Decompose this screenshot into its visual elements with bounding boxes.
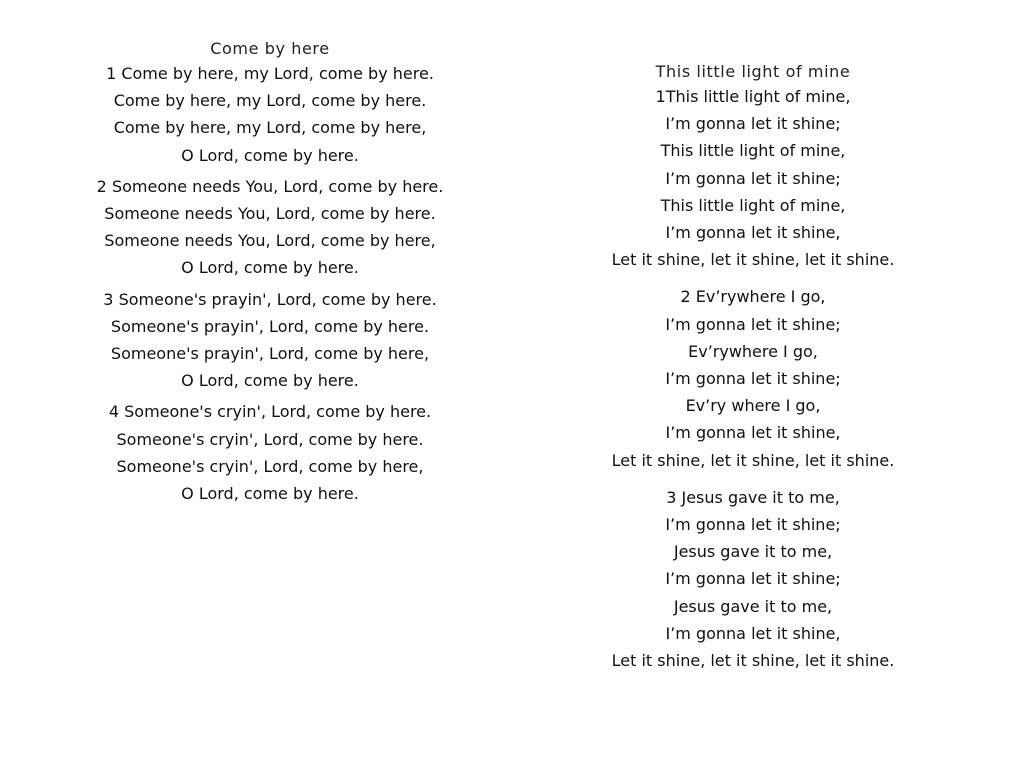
lyric-line: This little light of mine, — [660, 141, 846, 161]
lyric-line: 4 Someone's cryin', Lord, come by here. — [108, 402, 432, 422]
lyric-line: Jesus gave it to me, — [673, 542, 833, 562]
verse — [553, 283, 953, 473]
lyric-line: Someone's prayin', Lord, come by here. — [110, 316, 430, 336]
lyric-line: Come by here, my Lord, come by here. — [113, 91, 427, 111]
lyric-line: 1 Come by here, my Lord, come by here. — [106, 64, 434, 83]
lyric-line: I’m gonna let it shine; — [665, 369, 841, 389]
lyric-line: Let it shine, let it shine, let it shine. — [611, 250, 895, 270]
lyric-line: Someone needs You, Lord, come by here. — [104, 204, 436, 224]
lyric-line: Ev’ry where I go, — [685, 396, 821, 416]
lyric-line: I’m gonna let it shine; — [665, 168, 841, 188]
lyric-line: 2 Ev’rywhere I go, — [680, 287, 826, 307]
lyric-line: 1This little light of mine, — [655, 87, 851, 106]
lyric-line: Someone needs You, Lord, come by here, — [104, 231, 436, 251]
lyric-line: I’m gonna let it shine, — [665, 423, 841, 443]
lyric-line: This little light of mine, — [660, 195, 846, 215]
song-this-little-light — [553, 61, 953, 674]
verse — [70, 286, 470, 395]
song-title: This little light of mine — [655, 62, 851, 81]
lyric-line: Someone's prayin', Lord, come by here, — [110, 344, 430, 364]
lyric-line: Ev’rywhere I go, — [688, 341, 818, 361]
verse — [70, 173, 470, 282]
verse — [70, 60, 470, 169]
song-come-by-here — [70, 38, 470, 507]
lyric-line: I’m gonna let it shine; — [665, 114, 841, 134]
lyric-line: O Lord, come by here. — [181, 371, 359, 391]
lyric-line: I’m gonna let it shine, — [665, 623, 841, 643]
lyric-line: I’m gonna let it shine; — [665, 569, 841, 589]
verse — [553, 83, 953, 273]
lyric-line: 3 Jesus gave it to me, — [666, 487, 840, 507]
lyric-line: O Lord, come by here. — [181, 258, 359, 278]
lyric-line: Let it shine, let it shine, let it shine. — [611, 651, 895, 671]
lyric-line: O Lord, come by here. — [181, 484, 359, 504]
lyric-line: Someone's cryin', Lord, come by here. — [116, 429, 424, 449]
song-title: Come by here — [210, 39, 330, 58]
verse — [553, 484, 953, 674]
lyric-line: O Lord, come by here. — [181, 145, 359, 165]
lyric-line: I’m gonna let it shine; — [665, 314, 841, 334]
lyric-line: Jesus gave it to me, — [673, 596, 833, 616]
lyric-line: 3 Someone's prayin', Lord, come by here. — [103, 289, 437, 309]
verse — [70, 398, 470, 507]
lyric-line: 2 Someone needs You, Lord, come by here. — [96, 176, 444, 196]
lyric-line: I’m gonna let it shine, — [665, 223, 841, 243]
lyric-line: I’m gonna let it shine; — [665, 515, 841, 535]
lyric-line: Someone's cryin', Lord, come by here, — [116, 456, 424, 476]
lyric-line: Let it shine, let it shine, let it shine. — [611, 450, 895, 470]
lyric-line: Come by here, my Lord, come by here, — [113, 118, 427, 138]
